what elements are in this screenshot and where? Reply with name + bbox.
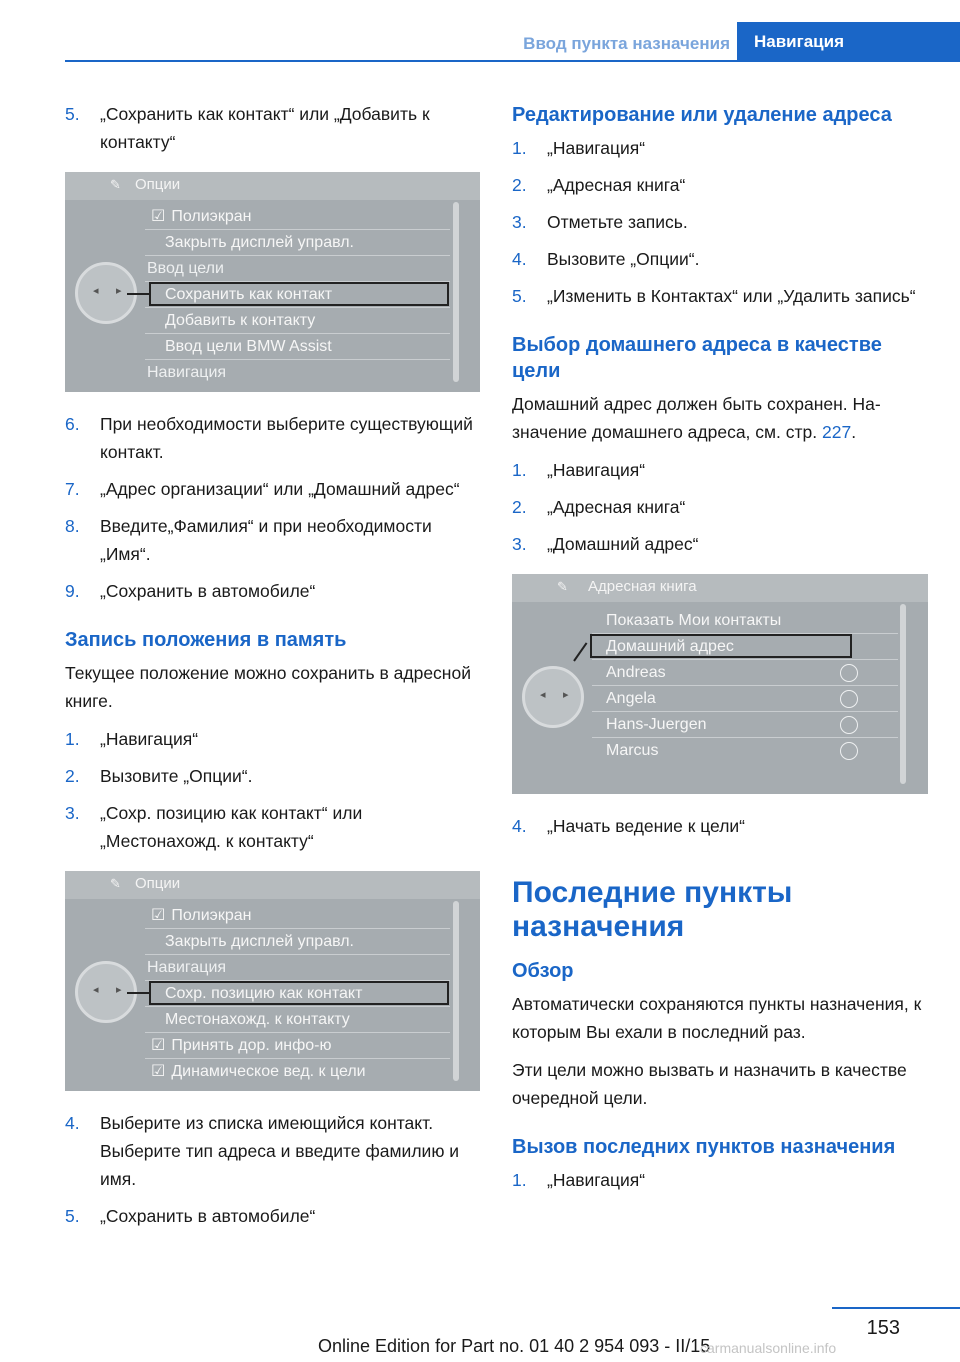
list-item-number: 2. (65, 766, 80, 786)
menu-item[interactable] (151, 1059, 366, 1084)
list-item (512, 812, 932, 840)
page-number: 153 (866, 1317, 900, 1339)
menu-item[interactable] (147, 360, 226, 385)
scrollbar (900, 604, 906, 784)
checkbox-icon: ☑ (151, 1037, 166, 1054)
menu-item[interactable] (165, 1007, 350, 1032)
list-item (512, 171, 932, 199)
menu-item[interactable] (151, 903, 251, 928)
list-item-text: Отметьте запись. (547, 212, 688, 232)
menu-item-label: Angela (606, 690, 656, 707)
menu-item[interactable] (165, 230, 354, 255)
list-item (65, 512, 480, 568)
menu-item-label: Закрыть дисплей управл. (165, 933, 354, 950)
screenshot-title: Адресная книга (588, 578, 697, 595)
steps-g (512, 812, 932, 840)
menu-item[interactable] (165, 929, 354, 954)
page-link[interactable]: 227 (822, 422, 852, 442)
checkbox-icon: ☑ (151, 1063, 166, 1080)
list-item-text: „Навигация“ (547, 1170, 646, 1190)
list-item-text: „Навигация“ (547, 460, 646, 480)
list-item-text: „Изменить в Контактах“ или „Удалить запись“ (547, 286, 916, 306)
screenshot-address-book (512, 574, 928, 794)
menu-item-label: Сохранить как контакт (165, 286, 333, 303)
options-icon: ✎ (110, 177, 121, 192)
list-item (65, 410, 480, 466)
list-item (65, 799, 480, 855)
screenshot-title: Опции (135, 176, 181, 193)
list-item-text: Выберите из списка имеющийся контакт. Выберите тип адреса и введите фамилию и имя. (100, 1113, 460, 1189)
steps-a (65, 100, 480, 156)
menu-item-label: Marcus (606, 742, 659, 759)
menu-item[interactable] (165, 308, 315, 333)
list-item-text: „Сохранить в автомобиле“ (100, 581, 316, 601)
menu-item[interactable] (165, 334, 332, 359)
list-item (65, 1202, 480, 1230)
menu-item-label: Закрыть дисплей управл. (165, 234, 354, 251)
list-item-number: 1. (512, 1170, 527, 1190)
list-item-number: 5. (512, 286, 527, 306)
list-item-text: „Адрес организации“ или „Домашний адрес“ (100, 479, 460, 499)
screenshot-options-2 (65, 871, 480, 1091)
list-item-text: Введите„Фамилия“ и при необходимости „Имя“. (100, 516, 432, 564)
screenshot-options-1 (65, 172, 480, 392)
options-icon: ✎ (110, 876, 121, 891)
menu-item-label: Показать Мои контакты (606, 612, 782, 629)
menu-item-label: Hans-Juergen (606, 716, 707, 733)
list-item (65, 762, 480, 790)
list-item (512, 493, 932, 521)
steps-f (512, 456, 932, 558)
selection-highlight (149, 981, 449, 1005)
list-item-number: 2. (512, 497, 527, 517)
edition-footer: Online Edition for Part no. 01 40 2 954 093 - II/15 (318, 1336, 711, 1356)
menu-item-label: Местонахожд. к контакту (165, 1011, 350, 1028)
right-column (512, 100, 932, 1203)
list-item (512, 1166, 932, 1194)
menu-item[interactable] (606, 660, 666, 685)
list-item (512, 282, 932, 310)
heading-save-position: Запись положения в память (65, 629, 347, 651)
selection-highlight (590, 634, 852, 658)
header-section: Ввод пункта назначения (523, 34, 730, 53)
scrollbar (453, 901, 459, 1081)
steps-e (512, 134, 932, 310)
navigate-icon[interactable] (840, 742, 858, 760)
list-item (512, 208, 932, 236)
list-item-number: 4. (65, 1113, 80, 1133)
list-item-number: 9. (65, 581, 80, 601)
steps-c (65, 725, 480, 855)
list-item-number: 5. (65, 104, 80, 124)
menu-item[interactable] (606, 712, 707, 737)
list-item (512, 134, 932, 162)
left-column (65, 100, 480, 1239)
list-item-number: 2. (512, 175, 527, 195)
menu-item-label: Andreas (606, 664, 666, 681)
list-item-text: При необходимости выберите существующий контакт. (100, 414, 473, 462)
list-item-number: 3. (512, 212, 527, 232)
steps-h (512, 1166, 932, 1194)
list-item-text: „Сохр. позицию как контакт“ или „Местонахожд. к контакту“ (100, 803, 363, 851)
menu-item[interactable] (151, 1033, 331, 1058)
header-chapter: Навигация (737, 22, 960, 62)
address-book-icon: ✎ (557, 579, 568, 594)
steps-b (65, 410, 480, 605)
menu-item-label: Полиэкран (171, 907, 252, 924)
list-item-text: „Сохранить как контакт“ или „Добавить к контакту“ (100, 104, 430, 152)
menu-item[interactable] (606, 738, 658, 763)
heading-edit-address: Редактирование или удаление адреса (512, 104, 892, 126)
selection-highlight (149, 282, 449, 306)
menu-item-label: Сохр. позицию как контакт (165, 985, 363, 1002)
list-item-text: „Начать ведение к цели“ (547, 816, 746, 836)
list-item-number: 8. (65, 516, 80, 536)
menu-item-label: Ввод цели (147, 260, 224, 277)
scrollbar (453, 202, 459, 382)
menu-item[interactable] (151, 204, 251, 229)
menu-item[interactable] (606, 608, 781, 633)
controller-knob-icon: ◂ ▸ (522, 666, 584, 728)
list-item (65, 100, 480, 156)
list-item-text: „Навигация“ (547, 138, 646, 158)
list-item-number: 1. (512, 460, 527, 480)
list-item-number: 1. (512, 138, 527, 158)
navigate-icon[interactable] (840, 664, 858, 682)
paragraph-save-position: Текущее положение можно сохранить в адресной книге. (65, 663, 471, 711)
menu-item-label: Ввод цели BMW Assist (165, 338, 332, 355)
list-item (65, 725, 480, 753)
menu-item-label: Полиэкран (171, 208, 252, 225)
list-item-number: 4. (512, 816, 527, 836)
heading-overview: Обзор (512, 960, 574, 982)
controller-knob-icon: ◂ ▸ (75, 961, 137, 1023)
menu-item-label: Добавить к контакту (165, 312, 316, 329)
watermark: carmanualsonline.info (700, 1340, 837, 1356)
list-item (512, 456, 932, 484)
list-item-text: „Адресная книга“ (547, 175, 686, 195)
menu-item[interactable] (147, 256, 224, 281)
menu-item-label: Навигация (147, 364, 227, 381)
heading-home-address: Выбор домашнего адреса в качестве цели (512, 334, 882, 382)
paragraph-overview-2: Эти цели можно вызвать и назначить в качестве очередной цели. (512, 1060, 907, 1108)
menu-item-label: Домашний адрес (606, 638, 734, 655)
menu-item[interactable] (606, 686, 656, 711)
screenshot-title: Опции (135, 875, 181, 892)
list-item-number: 3. (65, 803, 80, 823)
navigate-icon[interactable] (840, 690, 858, 708)
list-item-number: 3. (512, 534, 527, 554)
list-item (512, 245, 932, 273)
menu-item-label: Принять дор. инфо-ю (171, 1037, 332, 1054)
controller-knob-icon: ◂ ▸ (75, 262, 137, 324)
list-item-text: „Адресная книга“ (547, 497, 686, 517)
list-item (512, 530, 932, 558)
list-item-text: „Навигация“ (100, 729, 199, 749)
list-item-number: 5. (65, 1206, 80, 1226)
header-rule (65, 60, 960, 62)
heading-recent-destinations: Последние пункты назначения (512, 876, 793, 943)
menu-item-label: Динамическое вед. к цели (171, 1063, 366, 1080)
steps-d (65, 1109, 480, 1230)
checkbox-icon: ☑ (151, 907, 166, 924)
list-item-number: 1. (65, 729, 80, 749)
list-item-text: Вызовите „Опции“. (547, 249, 700, 269)
checkbox-icon: ☑ (151, 208, 166, 225)
paragraph-overview-1: Автоматически сохраняются пункты назначения, к которым Вы ехали в последний раз. (512, 994, 922, 1042)
list-item (65, 475, 480, 503)
paragraph-home-address: Домашний адрес должен быть сохранен. Назначение домашнего адреса, см. стр. 227. (512, 394, 881, 442)
menu-item-label: Навигация (147, 959, 227, 976)
list-item-text: „Домашний адрес“ (547, 534, 699, 554)
menu-item[interactable] (147, 955, 226, 980)
page-number-rule (832, 1307, 960, 1309)
list-item-number: 4. (512, 249, 527, 269)
list-item-number: 6. (65, 414, 80, 434)
list-item (65, 577, 480, 605)
list-item-number: 7. (65, 479, 80, 499)
list-item (65, 1109, 480, 1193)
navigate-icon[interactable] (840, 716, 858, 734)
list-item-text: „Сохранить в автомобиле“ (100, 1206, 316, 1226)
list-item-text: Вызовите „Опции“. (100, 766, 253, 786)
heading-call-recent: Вызов последних пунктов назначения (512, 1136, 896, 1158)
